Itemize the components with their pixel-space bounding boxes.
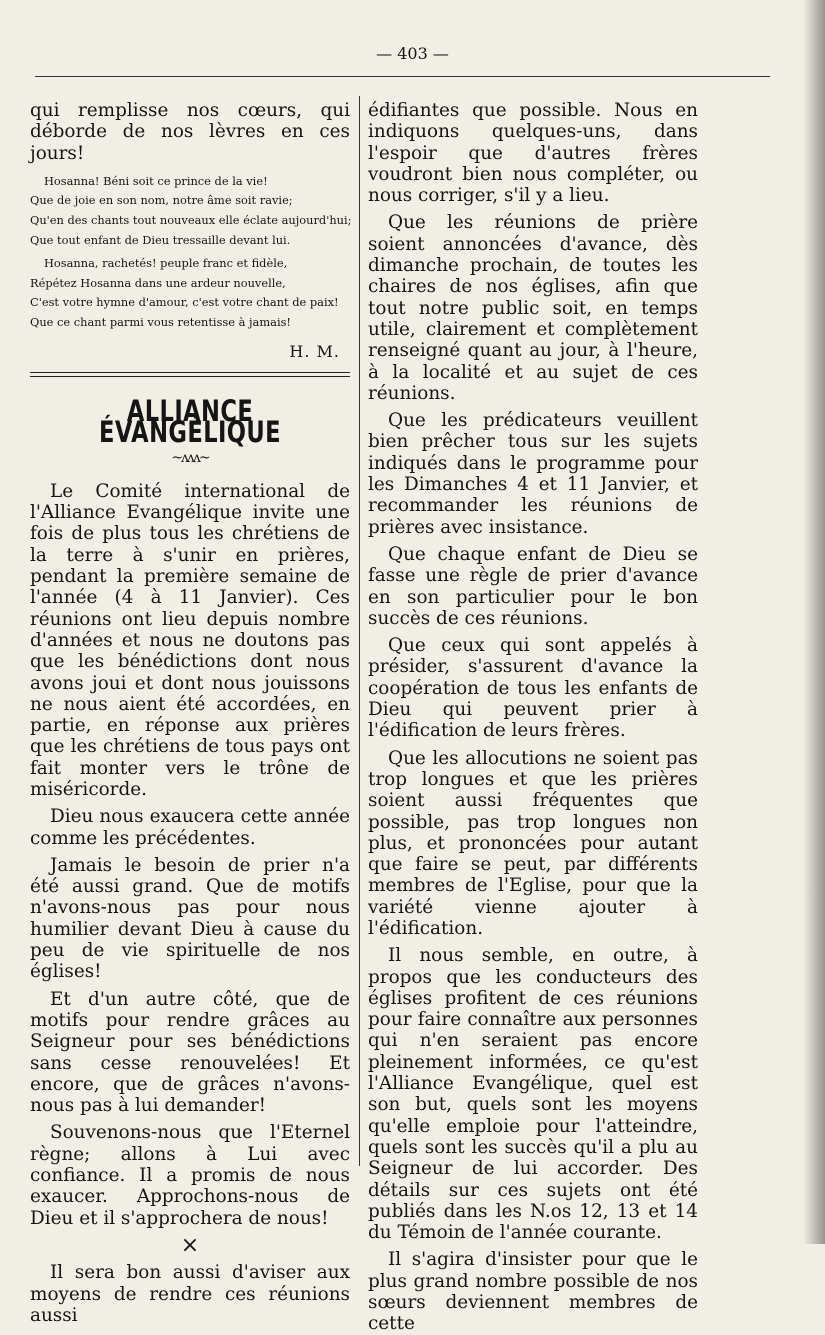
article-paragraph: Et d'un autre côté, que de motifs pour rendre grâces au Seigneur pour ses bénédictions sans cesse renouvelées! Et encore, que de grâces n'avons-nous pas à lui demander! — [30, 988, 350, 1117]
poem-line: Que ce chant parmi vous retentisse à jamais! — [30, 315, 292, 330]
poem-line: Hosanna, rachetés! peuple franc et fidèle, — [44, 256, 288, 271]
column-divider — [359, 96, 360, 1166]
article-paragraph: Que les allocutions ne soient pas trop longues et que les prières soient aussi fréquentes que possible, pas trop longues non plus, et prononcées pour autant que faire se peut, par différents membres de l'Eglise, pour que la variété vienne ajouter à l'édification. — [368, 747, 698, 939]
article-paragraph: Que les réunions de prière soient annoncées d'avance, dès dimanche prochain, de toutes les chaires de nos églises, afin que tout notre public soit, en temps utile, clairement et complètement renseigné quant au jour, à l'heure, à la localité et au sujet de ces réunions. — [368, 212, 698, 404]
article-paragraph: Que ceux qui sont appelés à présider, s'assurent d'avance la coopération de tous les enfants de Dieu qui peuvent prier à l'édification de leurs frères. — [368, 635, 698, 742]
page-number: — 403 — — [376, 44, 449, 63]
article-paragraph: Il s'agira d'insister pour que le plus grand nombre possible de nos sœurs deviennent membres de cette — [368, 1249, 698, 1335]
article-paragraph: Que chaque enfant de Dieu se fasse une règle de prier d'avance en son particulier pour le bon succès de ces réunions. — [368, 543, 698, 629]
article-paragraph: Dieu nous exaucera cette année comme les précédentes. — [30, 806, 350, 849]
section-double-rule — [30, 372, 350, 377]
poem-line: Que de joie en son nom, notre âme soit ravie; — [30, 193, 293, 208]
page-edge-shadow — [803, 0, 825, 1244]
poem-line: Qu'en des chants tout nouveaux elle éclate aujourd'hui; — [30, 213, 352, 228]
poem-signature: H. M. — [289, 341, 340, 361]
poem-stanza — [30, 172, 350, 250]
poem-line: Hosanna! Béni soit ce prince de la vie! — [44, 173, 268, 188]
left-opening-text: qui remplisse nos cœurs, qui déborde de nos lèvres en ces jours! — [30, 100, 350, 164]
heading-flourish: ~ᴧᴧᴧ~ — [171, 449, 209, 466]
article-paragraph: Que les prédicateurs veuillent bien prêcher tous sur les sujets indiqués dans le programme pour les Dimanches 4 et 11 Janvier, et recommander les réunions de prières avec insistance. — [368, 410, 698, 538]
poem-line: C'est votre hymne d'amour, c'est votre chant de paix! — [30, 295, 339, 310]
header-rule — [35, 76, 770, 77]
article-paragraph: Il sera bon aussi d'aviser aux moyens de rendre ces réunions aussi — [30, 1262, 350, 1326]
article-heading: ALLIANCE ÉVANGÉLIQUE — [98, 393, 282, 450]
hymn-poem — [30, 172, 350, 333]
article-paragraph: Jamais le besoin de prier n'a été aussi grand. Que de motifs n'avons-nous pas pour nous humilier devant Dieu à cause du peu de vie spirituelle de nos églises! — [30, 854, 350, 983]
article-paragraph: Souvenons-nous que l'Eternel règne; allons à Lui avec confiance. Il a promis de nous exaucer. Approchons-nous de Dieu et il s'approchera de nous! — [30, 1122, 350, 1229]
left-column — [30, 100, 350, 1326]
poem-line: Répétez Hosanna dans une ardeur nouvelle, — [30, 275, 286, 290]
poem-line: Que tout enfant de Dieu tressaille devant lui. — [30, 232, 291, 247]
right-opening-text: édifiantes que possible. Nous en indiquons quelques-uns, dans l'espoir que d'autres frères voudront bien nous compléter, ou nous corriger, s'il y a lieu. — [368, 100, 698, 207]
article-paragraph: Le Comité international de l'Alliance Evangélique invite une fois de plus tous les chrétiens de la terre à s'unir en prières, pendant la première semaine de l'année (4 à 11 Janvier). Ces réunions ont lieu depuis nombre d'années et nous ne doutons pas que les bénédictions dont nous avons joui et dont nous jouissons ne nous aient été accordées, en partie, en réponse aux prières que les chrétiens de tous pays ont fait monter vers le trône de miséricorde. — [30, 480, 350, 800]
article-paragraph: Il nous semble, en outre, à propos que les conducteurs des églises profitent de ces réunions pour faire connaître aux personnes qui n'en seraient pas encore pleinement informées, ce qu'est l'Alliance Evangélique, quel est son but, quels sont les moyens qu'elle emploie pour l'atteindre, quels sont les succès qu'il a plu au Seigneur de lui accorder. Des détails sur ces sujets ont été publiés dans les N.os 12, 13 et 14 du Témoin de l'année courante. — [368, 945, 698, 1244]
poem-stanza — [30, 254, 350, 332]
section-separator-cross: × — [180, 1232, 200, 1258]
right-column — [368, 100, 698, 1335]
